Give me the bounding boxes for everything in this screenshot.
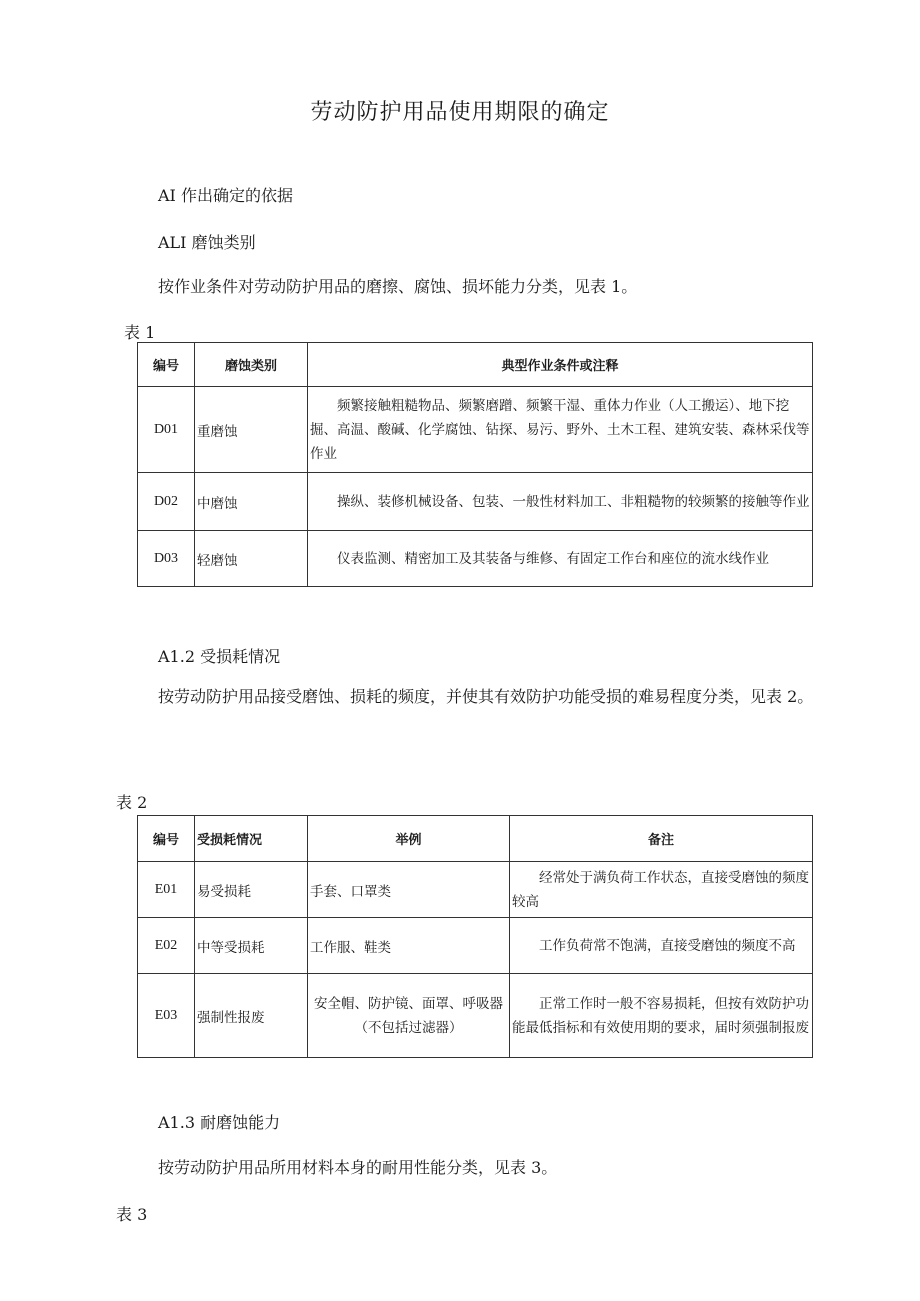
table2-example: 工作服、鞋类 (308, 918, 510, 974)
table-row (138, 531, 813, 587)
table1-description: 操纵、装修机械设备、包装、一般性材料加工、非粗糙物的较频繁的接触等作业 (308, 473, 813, 531)
table2-example: 安全帽、防护镜、面罩、呼吸器（不包括过滤器） (308, 974, 510, 1058)
table-row (138, 473, 813, 531)
paragraph-1: 按作业条件对劳动防护用品的磨擦、腐蚀、损坏能力分类，见表 1。 (158, 277, 638, 296)
table2-label: 表 2 (116, 793, 148, 812)
paragraph-3: 按劳动防护用品所用材料本身的耐用性能分类，见表 3。 (158, 1158, 558, 1177)
table2-example: 手套、口罩类 (308, 862, 510, 918)
table1-header-row (138, 343, 813, 387)
table1-category: 中磨蚀 (195, 473, 308, 531)
table2-header-row (138, 816, 813, 862)
table2-code: E02 (138, 918, 195, 974)
table2-header-example: 举例 (308, 816, 510, 862)
table1-category: 重磨蚀 (195, 387, 308, 473)
paragraph-2: 按劳动防护用品接受磨蚀、损耗的频度，并使其有效防护功能受损的难易程度分类，见表 2。 (158, 687, 814, 706)
section-a13-heading: A1.3 耐磨蚀能力 (158, 1113, 281, 1132)
table2-note: 经常处于满负荷工作状态，直接受磨蚀的频度较高 (510, 862, 813, 918)
section-a1-heading: AI 作出确定的依据 (158, 186, 293, 205)
table2-header-code: 编号 (138, 816, 195, 862)
table-row (138, 974, 813, 1058)
table2-code: E03 (138, 974, 195, 1058)
table-row (138, 918, 813, 974)
table-row (138, 387, 813, 473)
table1-header-code: 编号 (138, 343, 195, 387)
table2-code: E01 (138, 862, 195, 918)
page-title: 劳动防护用品使用期限的确定 (310, 100, 610, 125)
table2-condition: 强制性报废 (195, 974, 308, 1058)
table1-description: 频繁接触粗糙物品、频繁磨蹭、频繁干湿、重体力作业（人工搬运）、地下挖掘、高温、酸碱、化学腐蚀、钻探、易污、野外、土木工程、建筑安装、森林采伐等作业 (308, 387, 813, 473)
table2-condition: 易受损耗 (195, 862, 308, 918)
table2-header-condition: 受损耗情况 (195, 816, 308, 862)
table-2 (137, 815, 813, 1058)
table1-category: 轻磨蚀 (195, 531, 308, 587)
table3-label: 表 3 (116, 1205, 148, 1224)
table2-note: 正常工作时一般不容易损耗，但按有效防护功能最低指标和有效使用期的要求，届时须强制报废 (510, 974, 813, 1058)
table2-header-note: 备注 (510, 816, 813, 862)
table2-note: 工作负荷常不饱满，直接受磨蚀的频度不高 (510, 918, 813, 974)
table1-description: 仪表监测、精密加工及其装备与维修、有固定工作台和座位的流水线作业 (308, 531, 813, 587)
table1-code: D03 (138, 531, 195, 587)
table1-header-description: 典型作业条件或注释 (308, 343, 813, 387)
section-a11-heading: ALI 磨蚀类别 (158, 233, 256, 252)
table-1 (137, 342, 813, 587)
table1-header-category: 磨蚀类别 (195, 343, 308, 387)
table1-code: D01 (138, 387, 195, 473)
table1-label: 表 1 (124, 323, 156, 342)
table2-condition: 中等受损耗 (195, 918, 308, 974)
table1-code: D02 (138, 473, 195, 531)
section-a12-heading: A1.2 受损耗情况 (158, 647, 281, 666)
table-row (138, 862, 813, 918)
